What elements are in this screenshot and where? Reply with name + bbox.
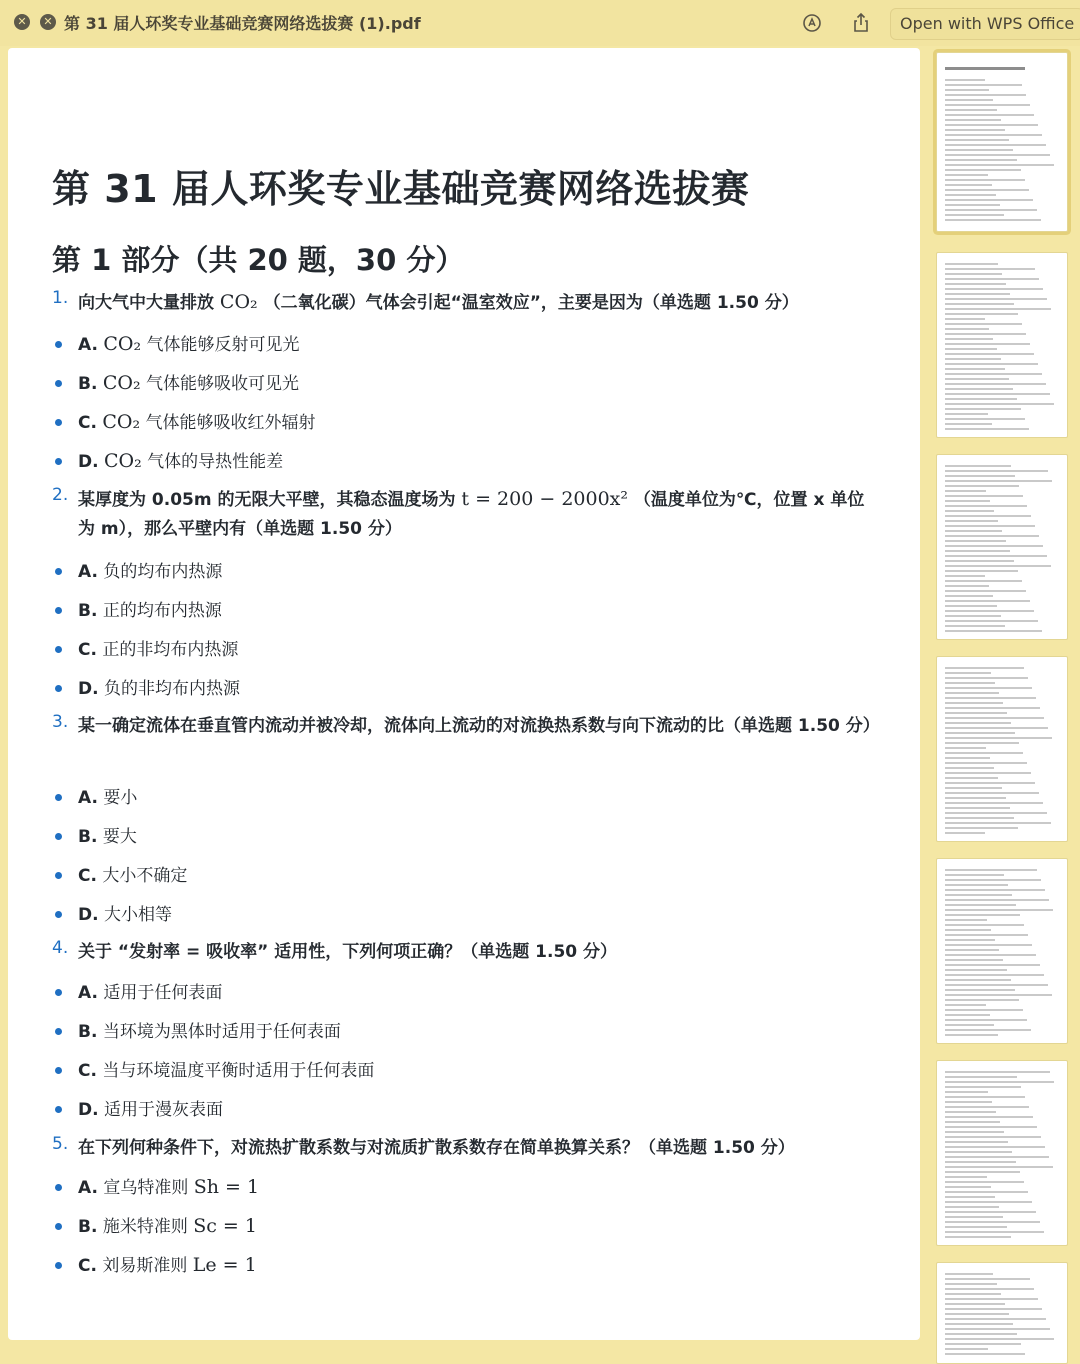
thumbnail-text-line	[945, 174, 988, 176]
thumbnail-text-line	[945, 1191, 1028, 1193]
thumbnail-text-line	[945, 318, 985, 320]
section-title: 第 1 部分（共 20 题，30 分）	[52, 243, 465, 277]
thumbnail-text-line	[945, 772, 1031, 774]
close-icon[interactable]: ✕	[14, 14, 30, 30]
thumbnail-text-line	[945, 124, 1038, 126]
thumbnail-text-line	[945, 1096, 1025, 1098]
thumbnail-text-line	[945, 595, 993, 597]
thumbnail-text-line	[945, 677, 1028, 679]
question-number: 1.	[52, 288, 69, 308]
thumbnail-text-line	[945, 934, 1028, 936]
thumbnail-text-line	[945, 184, 992, 186]
thumbnail-text-line	[945, 535, 1039, 537]
thumbnail-text-line	[945, 1328, 1050, 1330]
thumbnail-text-line	[945, 974, 1044, 976]
thumbnail-text-line	[945, 762, 1027, 764]
thumbnail-text-line	[945, 1106, 1029, 1108]
thumbnail-text-line	[945, 884, 1008, 886]
thumbnail-text-line	[945, 1156, 1049, 1158]
thumbnail-text-line	[945, 1091, 988, 1093]
thumbnail-text-line	[945, 500, 990, 502]
thumbnail-text-line	[945, 209, 1037, 211]
thumbnail-text-line	[945, 869, 1037, 871]
thumbnail-text-line	[945, 89, 989, 91]
page-thumbnail-4[interactable]	[936, 656, 1068, 842]
thumbnail-text-line	[945, 667, 1024, 669]
question-number: 3.	[52, 712, 69, 732]
thumbnail-text-line	[945, 84, 1022, 86]
thumbnail-text-line	[945, 1176, 987, 1178]
thumbnail-text-line	[945, 1318, 1046, 1320]
thumbnail-text-line	[945, 787, 1002, 789]
thumbnail-text-line	[945, 1353, 1025, 1355]
thumbnail-text-line	[945, 1206, 999, 1208]
thumbnail-text-line	[945, 832, 985, 834]
thumbnail-text-line	[945, 1019, 1027, 1021]
thumbnail-text-line	[945, 139, 1009, 141]
thumbnail-text-line	[945, 782, 1035, 784]
thumbnail-text-line	[945, 154, 1050, 156]
thumbnail-text-line	[945, 600, 1030, 602]
thumbnail-text-line	[945, 525, 1035, 527]
thumbnail-text-line	[945, 1348, 988, 1350]
thumbnail-text-line	[945, 812, 1047, 814]
thumbnail-text-line	[945, 702, 1003, 704]
thumbnail-text-line	[945, 929, 991, 931]
thumbnail-text-line	[945, 159, 1017, 161]
thumbnail-text-line	[945, 510, 994, 512]
thumbnail-text-line	[945, 134, 1042, 136]
thumbnail-text-line	[945, 752, 1023, 754]
thumbnail-text-line	[945, 1236, 1011, 1238]
bullet-icon	[55, 458, 62, 465]
question-number: 5.	[52, 1134, 69, 1154]
thumbnail-text-line	[945, 615, 1001, 617]
thumbnail-text-line	[945, 1071, 1050, 1073]
thumbnail-text-line	[945, 393, 1050, 395]
bullet-icon	[55, 911, 62, 918]
thumbnail-text-line	[945, 1034, 998, 1036]
thumbnail-text-line	[945, 707, 1040, 709]
thumbnail-text-line	[945, 904, 1016, 906]
thumbnail-text-line	[945, 490, 986, 492]
thumbnail-text-line	[945, 1313, 1009, 1315]
thumbnail-text-line	[945, 899, 1049, 901]
thumbnail-text-line	[945, 388, 1013, 390]
question-text: 关于 “发射率 = 吸收率” 适用性，下列何项正确？（单选题 1.50 分）	[78, 942, 618, 962]
thumbnail-text-line	[945, 625, 1005, 627]
bullet-icon	[55, 419, 62, 426]
thumbnail-text-line	[945, 954, 1036, 956]
thumbnail-text-line	[945, 298, 1047, 300]
thumbnail-text-line	[945, 1166, 1053, 1168]
thumbnail-text-line	[945, 605, 997, 607]
page-thumbnail-7[interactable]	[936, 1262, 1068, 1364]
thumbnail-text-line	[945, 879, 1041, 881]
thumbnail-text-line	[945, 1131, 1004, 1133]
thumbnail-text-line	[945, 777, 998, 779]
thumbnail-text-line	[945, 540, 1006, 542]
thumbnail-text-line	[945, 620, 1038, 622]
thumbnail-text-line	[945, 179, 1025, 181]
question-text: 在下列何种条件下，对流热扩散系数与对流质扩散系数存在简单换算关系？（单选题 1.50 分）	[78, 1138, 795, 1158]
thumbnail-text-line	[945, 989, 1015, 991]
thumbnail-text-line	[945, 545, 1043, 547]
thumbnail-text-line	[945, 283, 1006, 285]
thumbnail-text-line	[945, 164, 1054, 166]
thumbnail-text-line	[945, 214, 1004, 216]
thumbnail-text-line	[945, 413, 988, 415]
thumbnail-text-line	[945, 1343, 1021, 1345]
thumbnail-text-line	[945, 1009, 1023, 1011]
page-thumbnails-sidebar	[922, 48, 1080, 1348]
question-text: 某厚度为 0.05m 的无限大平壁，其稳态温度场为 t = 200 − 2000x² （温度单位为℃，位置 x 单位为 m），那么平壁内有（单选题 1.50 分）	[78, 488, 865, 539]
thumbnail-text-line	[945, 687, 1032, 689]
thumbnail-text-line	[945, 570, 1018, 572]
bullet-icon	[55, 341, 62, 348]
page-thumbnail-5[interactable]	[936, 858, 1068, 1044]
window-title: 第 31 届人环奖专业基础竞赛网络选拔赛 (1).pdf	[64, 14, 421, 33]
bullet-icon	[55, 1067, 62, 1074]
thumbnail-text-line	[945, 984, 1048, 986]
thumbnail-text-line	[945, 817, 1014, 819]
thumbnail-text-line	[945, 79, 985, 81]
thumbnail-text-line	[945, 189, 1029, 191]
thumbnail-text-line	[945, 204, 1000, 206]
thumbnail-text-line	[945, 1221, 1040, 1223]
thumbnail-text-line	[945, 398, 1017, 400]
question-number: 4.	[52, 938, 69, 958]
document-page: 第 31 届人环奖专业基础竞赛网络选拔赛 第 1 部分（共 20 题，30 分） 1. 向大气中大量排放 CO₂ （二氧化碳）气体会引起“温室效应”，主要是因为（单选题 1.50 分） A. CO₂ 气体能够反射可见光 B. CO₂ 气体能够吸收可见光 C. CO₂ 气体能够吸收红外辐射 D. CO₂ 气体的导热性能差 2. 某厚度为 0.05m 的无限大平壁，其稳态温度场为 t = 200 − 2000x² （温度单位为℃，位置 x 单位为 m），那么平壁内有（单选题 1.50 分） A. 负的均布内热源 B. 正的均布内热源 C. 正的非均布内热源 D. 负的非均布内热源 3. 某一确定流体在垂直管内流动并被冷却，流体向上流动的对流换热系数与向下流动的比（单选题 1.50 分） A. 要小 B. 要大 C. 大小不确定 D. 大小相等 4. 关于 “发射率 = 吸收率” 适用性，下列何项正确？（单选题 1.50 分） A. 适用于任何表面 B. 当环境为黑体时适用于任何表面 C. 当与环境温度平衡时适用于任何表面 D. 适用于漫灰表面 5. 在下列何种条件下，对流热扩散系数与对流质扩散系数存在简单换算关系？（单选题 1.50 分） A. 宣乌特准则 Sh = 1 B. 施米特准则 Sc = 1 C. 刘易斯准则 Le = 1	[8, 48, 920, 1340]
thumbnail-text-line	[945, 505, 1027, 507]
thumbnail-text-line	[945, 418, 1025, 420]
thumbnail-text-line	[945, 308, 1051, 310]
bullet-icon	[55, 1223, 62, 1230]
thumbnail-text-line	[945, 288, 1043, 290]
thumbnail-text-line	[945, 1076, 1017, 1078]
thumbnail-text-line	[945, 219, 1041, 221]
bullet-icon	[55, 1028, 62, 1035]
document-title: 第 31 届人环奖专业基础竞赛网络选拔赛	[52, 167, 750, 211]
thumbnail-text-line	[945, 368, 1005, 370]
thumbnail-text-line	[945, 423, 992, 425]
thumbnail-text-line	[945, 757, 990, 759]
thumbnail-text-line	[945, 959, 1003, 961]
question-text: 某一确定流体在垂直管内流动并被冷却，流体向上流动的对流换热系数与向下流动的比（单选题 1.50 分）	[78, 716, 880, 736]
thumbnail-text-line	[945, 363, 1038, 365]
bullet-icon	[55, 872, 62, 879]
thumbnail-text-line	[945, 550, 1010, 552]
thumbnail-text-line	[945, 475, 1015, 477]
thumbnail-text-line	[945, 278, 1039, 280]
thumbnail-text-line	[945, 333, 1026, 335]
thumbnail-text-line	[945, 1029, 1031, 1031]
thumbnail-text-line	[945, 909, 1053, 911]
thumbnail-text-line	[945, 792, 1039, 794]
thumbnail-text-line	[945, 480, 1052, 482]
thumbnail-text-line	[945, 1273, 993, 1275]
thumbnail-text-line	[945, 630, 1042, 632]
thumbnail-text-line	[945, 722, 1011, 724]
thumbnail-text-line	[945, 1293, 1001, 1295]
thumbnail-text-line	[945, 1298, 1038, 1300]
thumbnail-text-line	[945, 1111, 996, 1113]
thumbnail-text-line	[945, 104, 1030, 106]
thumbnail-text-line	[945, 1161, 1016, 1163]
thumbnail-text-line	[945, 303, 1014, 305]
thumbnail-text-line	[945, 144, 1046, 146]
question-text: 向大气中大量排放 CO₂ （二氧化碳）气体会引起“温室效应”，主要是因为（单选题 1.50 分）	[78, 291, 799, 313]
thumbnail-text-line	[945, 343, 1030, 345]
markup-icon[interactable]	[800, 11, 824, 35]
thumbnail-text-line	[945, 944, 1032, 946]
thumbnail-text-line	[945, 348, 997, 350]
thumbnail-text-line	[945, 1226, 1007, 1228]
thumbnail-text-line	[945, 1181, 1024, 1183]
thumbnail-text-line	[945, 979, 1011, 981]
thumbnail-text-line	[945, 1126, 1037, 1128]
thumbnail-text-line	[945, 1146, 1045, 1148]
thumbnail-text-line	[945, 495, 1023, 497]
thumbnail-text-line	[945, 273, 1002, 275]
thumbnail-text-line	[945, 969, 1007, 971]
thumbnail-text-line	[945, 590, 1026, 592]
thumbnail-text-line	[945, 470, 1048, 472]
thumbnail-text-line	[945, 1323, 1013, 1325]
thumbnail-text-line	[945, 994, 1052, 996]
bullet-icon	[55, 1184, 62, 1191]
thumbnail-text-line	[945, 1333, 1017, 1335]
thumbnail-text-line	[945, 358, 1001, 360]
thumbnail-text-line	[945, 383, 1046, 385]
bullet-icon	[55, 1106, 62, 1113]
thumbnail-text-line	[945, 747, 986, 749]
thumbnail-text-line	[945, 1151, 1012, 1153]
thumbnail-text-line	[945, 1136, 1041, 1138]
thumbnail-text-line	[945, 1283, 997, 1285]
thumbnail-text-line	[945, 712, 1007, 714]
bullet-icon	[55, 646, 62, 653]
thumbnail-text-line	[945, 323, 1022, 325]
page-thumbnail-3[interactable]	[936, 454, 1068, 640]
thumbnail-text-line	[945, 408, 1021, 410]
thumbnail-text-line	[945, 894, 1012, 896]
thumbnail-text-line	[945, 560, 1014, 562]
thumbnail-text-line	[945, 485, 1019, 487]
page-thumbnail-2[interactable]	[936, 252, 1068, 438]
thumbnail-text-line	[945, 585, 989, 587]
thumbnail-text-line	[945, 727, 1048, 729]
thumbnail-text-line	[945, 1303, 1005, 1305]
thumbnail-text-line	[945, 914, 1020, 916]
thumbnail-text-line	[945, 732, 1015, 734]
thumbnail-text-line	[945, 874, 1004, 876]
page-thumbnail-6[interactable]	[936, 1060, 1068, 1246]
bullet-icon	[55, 989, 62, 996]
thumbnail-text-line	[945, 1308, 1042, 1310]
thumbnail-text-line	[945, 1186, 991, 1188]
thumbnail-text-line	[945, 119, 1001, 121]
thumbnail-text-line	[945, 403, 1054, 405]
bullet-icon	[55, 1262, 62, 1269]
thumbnail-text-line	[945, 919, 987, 921]
thumbnail-text-line	[945, 1101, 992, 1103]
thumbnail-text-line	[945, 1288, 1034, 1290]
minimize-icon[interactable]: ✕	[40, 14, 56, 30]
bullet-icon	[55, 833, 62, 840]
bullet-icon	[55, 607, 62, 614]
thumbnail-text-line	[945, 949, 999, 951]
bullet-icon	[55, 568, 62, 575]
thumbnail-text-line	[945, 807, 1010, 809]
thumbnail-text-line	[945, 353, 1034, 355]
thumbnail-text-line	[945, 194, 996, 196]
thumbnail-text-line	[945, 610, 1034, 612]
page-thumbnail-1[interactable]	[936, 52, 1068, 232]
bullet-icon	[55, 794, 62, 801]
thumbnail-text-line	[945, 268, 1035, 270]
thumbnail-text-line	[945, 1004, 986, 1006]
thumbnail-text-line	[945, 1196, 995, 1198]
thumbnail-text-line	[945, 263, 998, 265]
thumbnail-text-line	[945, 717, 1044, 719]
share-icon[interactable]	[849, 11, 873, 35]
thumbnail-text-line	[945, 67, 1025, 70]
thumbnail-text-line	[945, 767, 994, 769]
thumbnail-text-line	[945, 293, 1010, 295]
thumbnail-text-line	[945, 199, 1033, 201]
thumbnail-text-line	[945, 742, 1019, 744]
thumbnail-text-line	[945, 129, 1005, 131]
thumbnail-text-line	[945, 924, 1024, 926]
thumbnail-text-line	[945, 465, 1011, 467]
thumbnail-text-line	[945, 580, 1022, 582]
thumbnail-text-line	[945, 939, 995, 941]
thumbnail-text-line	[945, 114, 1034, 116]
thumbnail-text-line	[945, 109, 997, 111]
thumbnail-text-line	[945, 338, 993, 340]
open-with-wps-button[interactable]: Open with WPS Office	[890, 8, 1080, 40]
thumbnail-text-line	[945, 697, 1036, 699]
bullet-icon	[55, 380, 62, 387]
thumbnail-text-line	[945, 1081, 1054, 1083]
thumbnail-text-line	[945, 520, 998, 522]
thumbnail-text-line	[945, 1014, 990, 1016]
thumbnail-text-line	[945, 999, 1019, 1001]
thumbnail-text-line	[945, 1086, 1021, 1088]
thumbnail-text-line	[945, 1338, 1054, 1340]
thumbnail-text-line	[945, 515, 1031, 517]
bullet-icon	[55, 685, 62, 692]
thumbnail-text-line	[945, 672, 991, 674]
thumbnail-text-line	[945, 1171, 1020, 1173]
thumbnail-text-line	[945, 692, 999, 694]
thumbnail-text-line	[945, 737, 1052, 739]
thumbnail-text-line	[945, 964, 1040, 966]
thumbnail-text-line	[945, 682, 995, 684]
thumbnail-text-line	[945, 328, 989, 330]
thumbnail-text-line	[945, 94, 1026, 96]
thumbnail-text-line	[945, 575, 985, 577]
thumbnail-text-line	[945, 1121, 1000, 1123]
thumbnail-text-line	[945, 1024, 994, 1026]
thumbnail-text-line	[945, 530, 1002, 532]
thumbnail-text-line	[945, 1141, 1008, 1143]
thumbnail-text-line	[945, 1116, 1033, 1118]
thumbnail-text-line	[945, 373, 1042, 375]
thumbnail-text-line	[945, 313, 1018, 315]
thumbnail-text-line	[945, 889, 1045, 891]
thumbnail-text-line	[945, 99, 993, 101]
thumbnail-text-line	[945, 797, 1006, 799]
thumbnail-text-line	[945, 1216, 1003, 1218]
thumbnail-text-line	[945, 827, 1018, 829]
question-number: 2.	[52, 485, 69, 505]
thumbnail-text-line	[945, 428, 1029, 430]
thumbnail-text-line	[945, 1278, 1030, 1280]
thumbnail-text-line	[945, 1201, 1032, 1203]
thumbnail-text-line	[945, 565, 1051, 567]
thumbnail-text-line	[945, 555, 1047, 557]
thumbnail-text-line	[945, 378, 1009, 380]
thumbnail-text-line	[945, 1231, 1044, 1233]
thumbnail-text-line	[945, 169, 1021, 171]
thumbnail-text-line	[945, 1211, 1036, 1213]
title-bar	[0, 0, 1080, 46]
thumbnail-text-line	[945, 822, 1051, 824]
thumbnail-text-line	[945, 149, 1013, 151]
thumbnail-text-line	[945, 802, 1043, 804]
